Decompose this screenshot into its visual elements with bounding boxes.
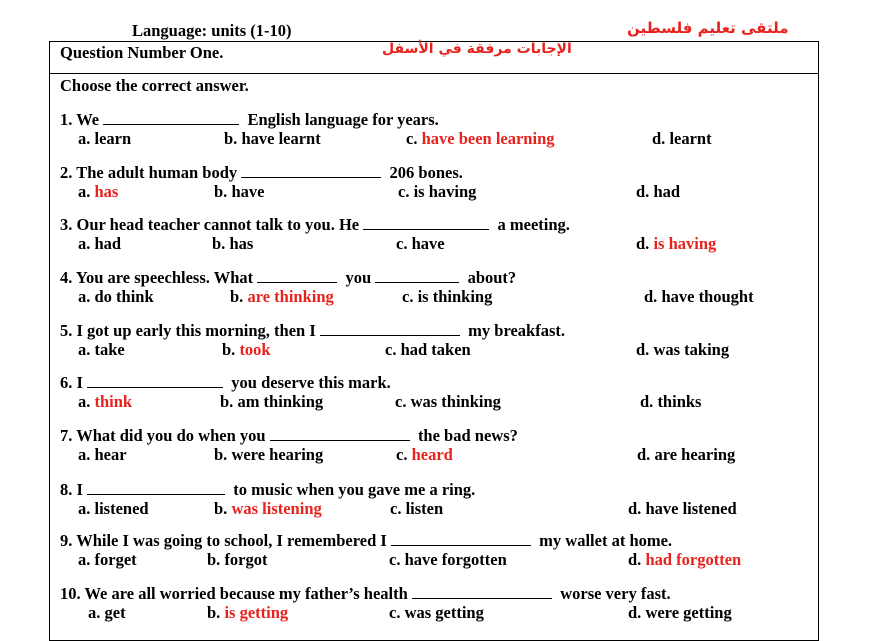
answer-blank [257, 268, 337, 283]
answer-blank [363, 215, 489, 230]
option-text: have [411, 234, 445, 253]
option-c [395, 394, 501, 411]
option-text: learnt [669, 129, 712, 148]
option-letter: a. [88, 603, 101, 622]
question-text: to music when you gave me a ring. [233, 480, 476, 499]
question-text: 206 bones. [389, 163, 463, 182]
option-text: am thinking [237, 392, 324, 411]
option-letter: b. [222, 340, 236, 359]
question-text: a meeting. [497, 215, 570, 234]
option-letter: c. [385, 340, 397, 359]
option-text: forget [94, 550, 137, 569]
question-text: 10. We are all worried because my father’s health [60, 584, 408, 603]
option-a [78, 131, 131, 148]
question-text: my wallet at home. [539, 531, 673, 550]
question-text: 3. Our head teacher cannot talk to you. He [60, 215, 360, 234]
question-text: 7. What did you do when you [60, 426, 266, 445]
correct-answer-text: had forgotten [645, 550, 742, 569]
question-9 [60, 531, 672, 550]
instruction: Choose the correct answer. [60, 76, 249, 95]
option-text: was thinking [410, 392, 501, 411]
option-b [222, 342, 271, 359]
option-text: has [229, 234, 254, 253]
option-text: have forgotten [404, 550, 507, 569]
option-letter: b. [214, 182, 228, 201]
correct-answer-text: think [94, 392, 133, 411]
option-b [214, 501, 322, 518]
option-letter: b. [214, 499, 228, 518]
option-d [628, 501, 737, 518]
question-text: about? [467, 268, 517, 287]
option-letter: d. [628, 603, 642, 622]
correct-answer-text: heard [411, 445, 453, 464]
question-5 [60, 321, 565, 340]
option-text: is having [413, 182, 477, 201]
question-text: 5. I got up early this morning, then I [60, 321, 316, 340]
answer-blank [87, 373, 223, 388]
question-text: 1. We [60, 110, 100, 129]
question-2 [60, 163, 463, 182]
question-text: the bad news? [417, 426, 518, 445]
question-1 [60, 110, 439, 129]
option-b [214, 184, 264, 201]
question-8 [60, 480, 475, 499]
option-letter: d. [636, 234, 650, 253]
option-d [636, 184, 680, 201]
option-text: forgot [224, 550, 268, 569]
option-letter: b. [207, 603, 221, 622]
option-text: learn [94, 129, 132, 148]
answer-blank [103, 110, 239, 125]
option-letter: a. [78, 550, 91, 569]
answer-blank [270, 426, 410, 441]
option-letter: b. [212, 234, 226, 253]
option-letter: d. [628, 550, 642, 569]
answer-blank [320, 321, 460, 336]
option-text: had [653, 182, 681, 201]
option-text: have [231, 182, 265, 201]
question-text: you deserve this mark. [231, 373, 391, 392]
option-text: get [104, 603, 126, 622]
correct-answer-text: are thinking [247, 287, 334, 306]
question-text: my breakfast. [468, 321, 566, 340]
answer-blank [87, 480, 225, 495]
option-text: listen [405, 499, 444, 518]
option-c [389, 552, 507, 569]
question-text: 6. I [60, 373, 83, 392]
option-text: have learnt [241, 129, 321, 148]
option-c [406, 131, 555, 148]
option-letter: b. [230, 287, 244, 306]
option-text: have thought [661, 287, 754, 306]
question-text: English language for years. [247, 110, 439, 129]
option-a [78, 184, 118, 201]
question-text: worse very fast. [560, 584, 671, 603]
option-a [78, 501, 149, 518]
option-c [398, 184, 476, 201]
question-text: 8. I [60, 480, 83, 499]
option-letter: c. [402, 287, 414, 306]
option-letter: a. [78, 392, 91, 411]
correct-answer-text: is getting [224, 603, 289, 622]
site-name: ملتقى تعليم فلسطين [627, 19, 789, 37]
option-text: do think [94, 287, 154, 306]
option-a [78, 236, 121, 253]
answer-blank [391, 531, 531, 546]
option-text: hear [94, 445, 127, 464]
question-number-title: Question Number One. [60, 43, 224, 62]
option-letter: d. [640, 392, 654, 411]
option-letter: b. [224, 129, 238, 148]
answer-blank [375, 268, 459, 283]
option-a [88, 605, 126, 622]
option-letter: b. [220, 392, 234, 411]
option-d [644, 289, 754, 306]
option-d [628, 552, 741, 569]
correct-answer-text: took [239, 340, 271, 359]
option-letter: a. [78, 287, 91, 306]
correct-answer-text: have been learning [421, 129, 555, 148]
option-a [78, 552, 137, 569]
question-7 [60, 426, 518, 445]
option-letter: c. [398, 182, 410, 201]
question-text: 4. You are speechless. What [60, 268, 254, 287]
option-c [396, 447, 453, 464]
option-text: have listened [645, 499, 737, 518]
option-letter: a. [78, 129, 91, 148]
option-d [636, 236, 716, 253]
option-c [390, 501, 443, 518]
option-c [396, 236, 445, 253]
option-a [78, 394, 132, 411]
option-b [230, 289, 334, 306]
document-title: Language: units (1-10) [132, 21, 292, 40]
option-letter: d. [636, 340, 650, 359]
option-letter: c. [389, 603, 401, 622]
answer-blank [412, 584, 552, 599]
correct-answer-text: has [94, 182, 119, 201]
option-d [640, 394, 701, 411]
question-10 [60, 584, 671, 603]
option-d [652, 131, 712, 148]
option-letter: a. [78, 499, 91, 518]
question-text: 2. The adult human body [60, 163, 238, 182]
option-a [78, 447, 127, 464]
option-b [212, 236, 253, 253]
option-text: is thinking [417, 287, 493, 306]
answer-blank [241, 163, 381, 178]
option-text: had [94, 234, 122, 253]
option-letter: d. [628, 499, 642, 518]
option-c [402, 289, 492, 306]
option-text: was taking [653, 340, 730, 359]
question-text: 9. While I was going to school, I remembered I [60, 531, 387, 550]
option-text: were getting [645, 603, 732, 622]
option-a [78, 289, 154, 306]
option-letter: c. [406, 129, 418, 148]
question-4 [60, 268, 516, 287]
option-letter: a. [78, 234, 91, 253]
option-b [207, 605, 288, 622]
option-d [628, 605, 732, 622]
option-letter: a. [78, 340, 91, 359]
option-text: listened [94, 499, 149, 518]
header-divider [49, 73, 819, 74]
option-text: had taken [400, 340, 471, 359]
option-letter: c. [396, 445, 408, 464]
question-6 [60, 373, 391, 392]
option-letter: d. [637, 445, 651, 464]
option-d [637, 447, 735, 464]
option-d [636, 342, 729, 359]
option-letter: c. [395, 392, 407, 411]
option-letter: b. [214, 445, 228, 464]
option-text: are hearing [654, 445, 736, 464]
option-letter: c. [396, 234, 408, 253]
option-b [214, 447, 323, 464]
option-b [224, 131, 321, 148]
correct-answer-text: was listening [231, 499, 322, 518]
option-c [389, 605, 484, 622]
option-letter: d. [644, 287, 658, 306]
question-3 [60, 215, 570, 234]
option-c [385, 342, 471, 359]
option-a [78, 342, 125, 359]
option-letter: d. [652, 129, 666, 148]
option-letter: b. [207, 550, 221, 569]
option-text: was getting [404, 603, 484, 622]
correct-answer-text: is having [653, 234, 717, 253]
option-text: take [94, 340, 125, 359]
option-letter: a. [78, 182, 91, 201]
option-letter: a. [78, 445, 91, 464]
option-letter: c. [389, 550, 401, 569]
option-letter: c. [390, 499, 402, 518]
option-b [207, 552, 268, 569]
answers-note: الإجابات مرفقة في الأسفل [382, 41, 572, 57]
option-text: thinks [657, 392, 702, 411]
question-text: you [345, 268, 372, 287]
option-letter: d. [636, 182, 650, 201]
option-text: were hearing [231, 445, 324, 464]
option-b [220, 394, 323, 411]
